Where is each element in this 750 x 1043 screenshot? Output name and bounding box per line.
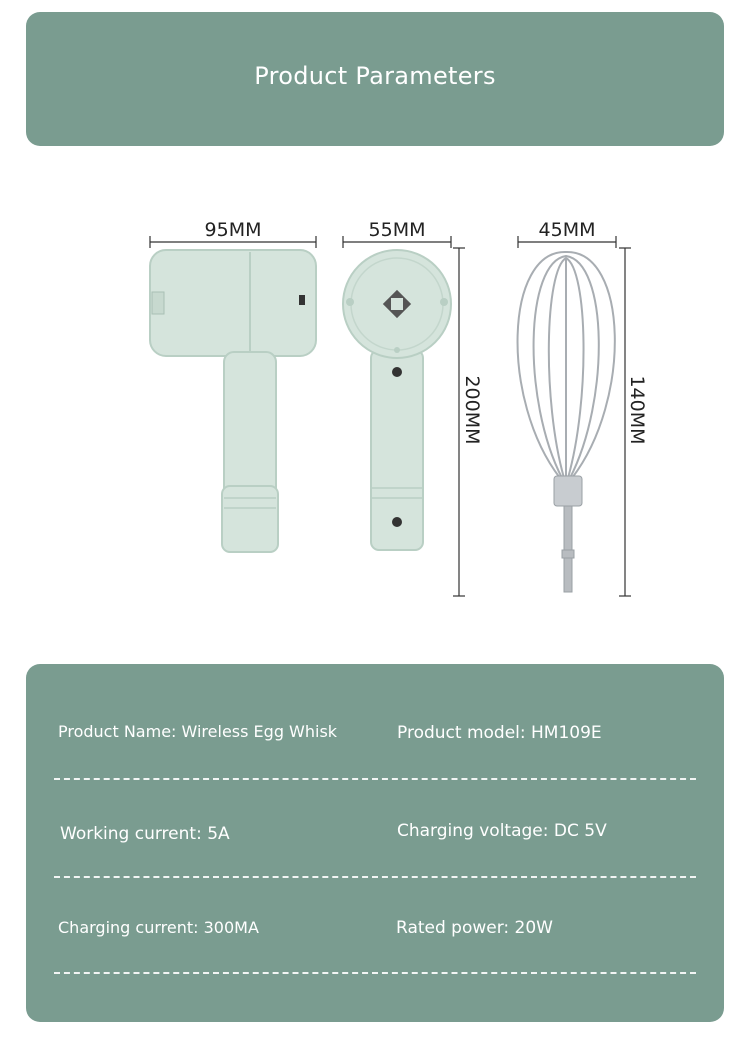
divider [54,972,696,974]
whisk-collar [554,476,582,506]
dimension-label-body-width: 95MM [204,219,262,241]
divider [54,778,696,780]
dimension-label-total-height: 200MM [461,375,483,445]
dimension-label-whisk-height: 140MM [626,375,648,445]
spec-charging-current: Charging current: 300MA [58,918,259,937]
whisk-illustration [518,252,615,478]
spec-working-current: Working current: 5A [60,824,230,844]
whisk-shaft [564,506,572,592]
spec-charging-voltage: Charging voltage: DC 5V [397,821,607,841]
divider [54,876,696,878]
spec-product-model: Product model: HM109E [397,723,602,743]
mixer-side-view [150,250,316,552]
specifications-panel [26,664,724,1022]
dimension-label-whisk-width: 45MM [538,219,596,241]
mixer-front-view [343,250,451,550]
spec-rated-power: Rated power: 20W [396,918,553,938]
page-title: Product Parameters [254,62,496,90]
spec-product-name: Product Name: Wireless Egg Whisk [58,722,338,741]
dimension-label-head-width: 55MM [368,219,426,241]
